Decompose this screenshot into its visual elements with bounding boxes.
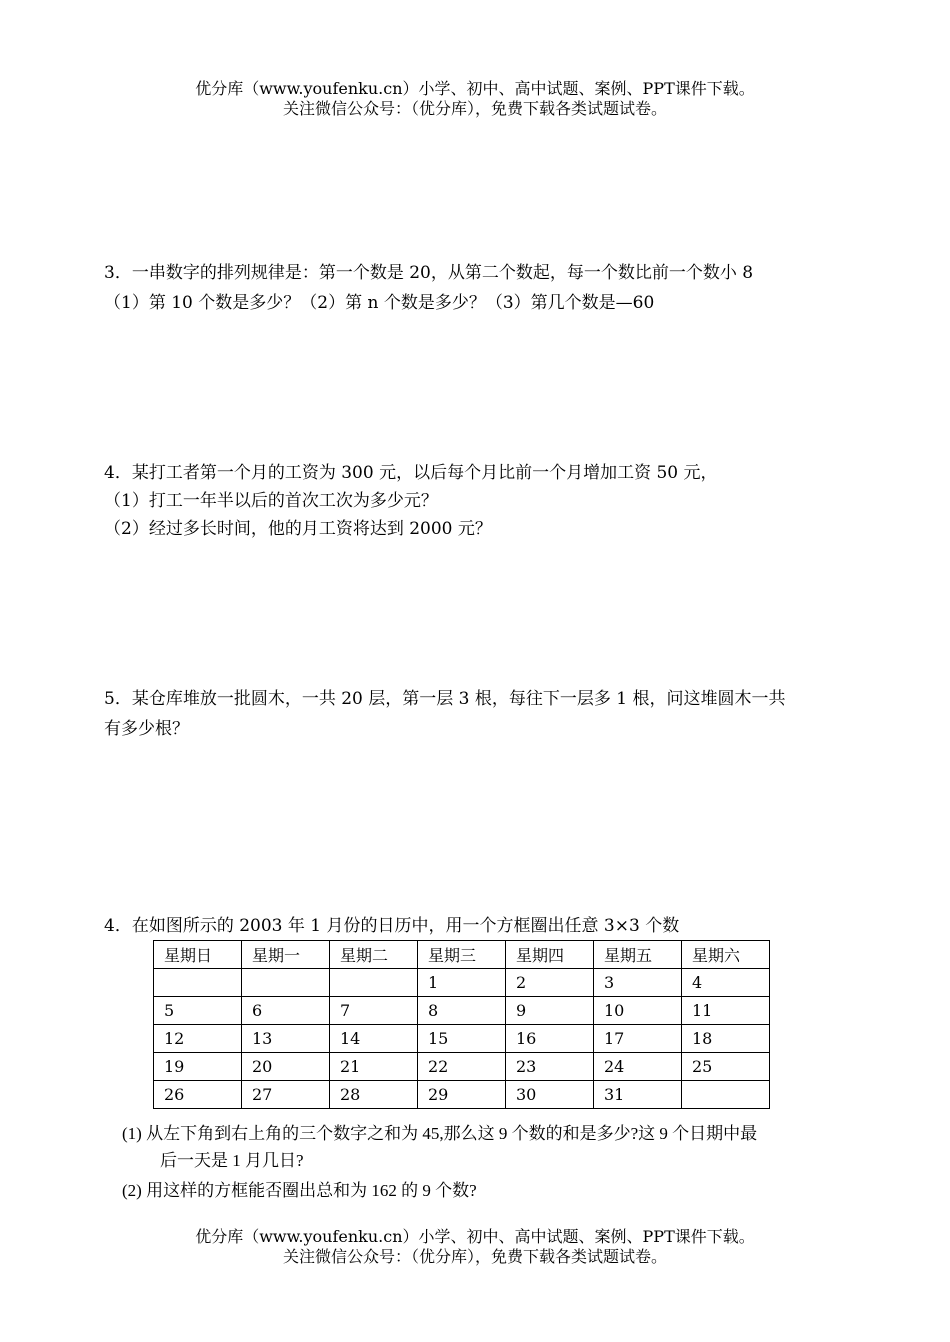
- calendar-cell: 15: [418, 1025, 506, 1053]
- calendar-cell: 11: [682, 997, 770, 1025]
- calendar-cell: [330, 969, 418, 997]
- question-calendar-intro: 4．在如图所示的 2003 年 1 月份的日历中，用一个方框圈出任意 3×3 个数: [104, 916, 680, 936]
- calendar-cell: 13: [242, 1025, 330, 1053]
- question-4-line3: （2）经过多长时间，他的月工资将达到 2000 元？: [104, 519, 492, 539]
- calendar-cell: 27: [242, 1081, 330, 1109]
- calendar-cell: 9: [506, 997, 594, 1025]
- calendar-header-row: [154, 941, 770, 969]
- header-bottom: [0, 1227, 950, 1267]
- calendar-cell: 21: [330, 1053, 418, 1081]
- calendar-cell: 29: [418, 1081, 506, 1109]
- calendar-cell: 26: [154, 1081, 242, 1109]
- calendar-row: [154, 1053, 770, 1081]
- calendar-header-cell: 星期二: [330, 941, 418, 969]
- calendar-cell: [242, 969, 330, 997]
- question-calendar-part1-line1: (1) 从左下角到右上角的三个数字之和为 45,那么这 9 个数的和是多少?这 9 个日期中最: [122, 1124, 758, 1143]
- calendar-cell: 8: [418, 997, 506, 1025]
- question-4-line2: （1）打工一年半以后的首次工次为多少元？: [104, 491, 438, 511]
- calendar-cell: [682, 1081, 770, 1109]
- calendar-cell: 2: [506, 969, 594, 997]
- question-3-line2: （1）第 10 个数是多少？（2）第 n 个数是多少？（3）第几个数是—60: [104, 293, 655, 313]
- question-calendar-part2: (2) 用这样的方框能否圈出总和为 162 的 9 个数?: [122, 1181, 477, 1200]
- calendar-cell: 10: [594, 997, 682, 1025]
- calendar-cell: 1: [418, 969, 506, 997]
- question-4-line1: 4．某打工者第一个月的工资为 300 元，以后每个月比前一个月增加工资 50 元，: [104, 463, 718, 483]
- calendar-cell: 14: [330, 1025, 418, 1053]
- calendar-cell: 30: [506, 1081, 594, 1109]
- question-5-line1: 5．某仓库堆放一批圆木，一共 20 层，第一层 3 根，每往下一层多 1 根，问这堆圆木一共: [104, 689, 786, 709]
- calendar-cell: 31: [594, 1081, 682, 1109]
- calendar-row: [154, 969, 770, 997]
- calendar-cell: 7: [330, 997, 418, 1025]
- header-bottom-line1: 优分库（www.youfenku.cn）小学、初中、高中试题、案例、PPT课件下载。: [195, 1227, 755, 1246]
- calendar-header-cell: 星期四: [506, 941, 594, 969]
- calendar-cell: 5: [154, 997, 242, 1025]
- calendar-cell: 6: [242, 997, 330, 1025]
- question-5-line2: 有多少根？: [104, 719, 189, 739]
- calendar-cell: 17: [594, 1025, 682, 1053]
- question-3-line1: 3．一串数字的排列规律是：第一个数是 20，从第二个数起，每一个数比前一个数小 8: [104, 263, 754, 283]
- header-bottom-line2: 关注微信公众号：（优分库），免费下载各类试题试卷。: [282, 1247, 667, 1266]
- calendar-cell: 18: [682, 1025, 770, 1053]
- calendar-header-cell: 星期六: [682, 941, 770, 969]
- header-top-line1: 优分库（www.youfenku.cn）小学、初中、高中试题、案例、PPT课件下载。: [195, 79, 755, 98]
- header-top: [0, 79, 950, 119]
- calendar-cell: 3: [594, 969, 682, 997]
- calendar-cell: 20: [242, 1053, 330, 1081]
- calendar-cell: 25: [682, 1053, 770, 1081]
- calendar-cell: 19: [154, 1053, 242, 1081]
- calendar-cell: 24: [594, 1053, 682, 1081]
- header-top-line2: 关注微信公众号：（优分库），免费下载各类试题试卷。: [282, 99, 667, 118]
- calendar-cell: 16: [506, 1025, 594, 1053]
- calendar-cell: 22: [418, 1053, 506, 1081]
- calendar-cell: 4: [682, 969, 770, 997]
- calendar-cell: 28: [330, 1081, 418, 1109]
- calendar-row: [154, 997, 770, 1025]
- calendar-header-cell: 星期五: [594, 941, 682, 969]
- calendar-cell: [154, 969, 242, 997]
- calendar-header-cell: 星期三: [418, 941, 506, 969]
- calendar-row: [154, 1081, 770, 1109]
- calendar-table: [153, 940, 770, 1109]
- calendar-header-cell: 星期日: [154, 941, 242, 969]
- calendar-cell: 12: [154, 1025, 242, 1053]
- question-calendar-part1-line2: 后一天是 1 月几日?: [160, 1151, 304, 1170]
- calendar-cell: 23: [506, 1053, 594, 1081]
- calendar-row: [154, 1025, 770, 1053]
- calendar-header-cell: 星期一: [242, 941, 330, 969]
